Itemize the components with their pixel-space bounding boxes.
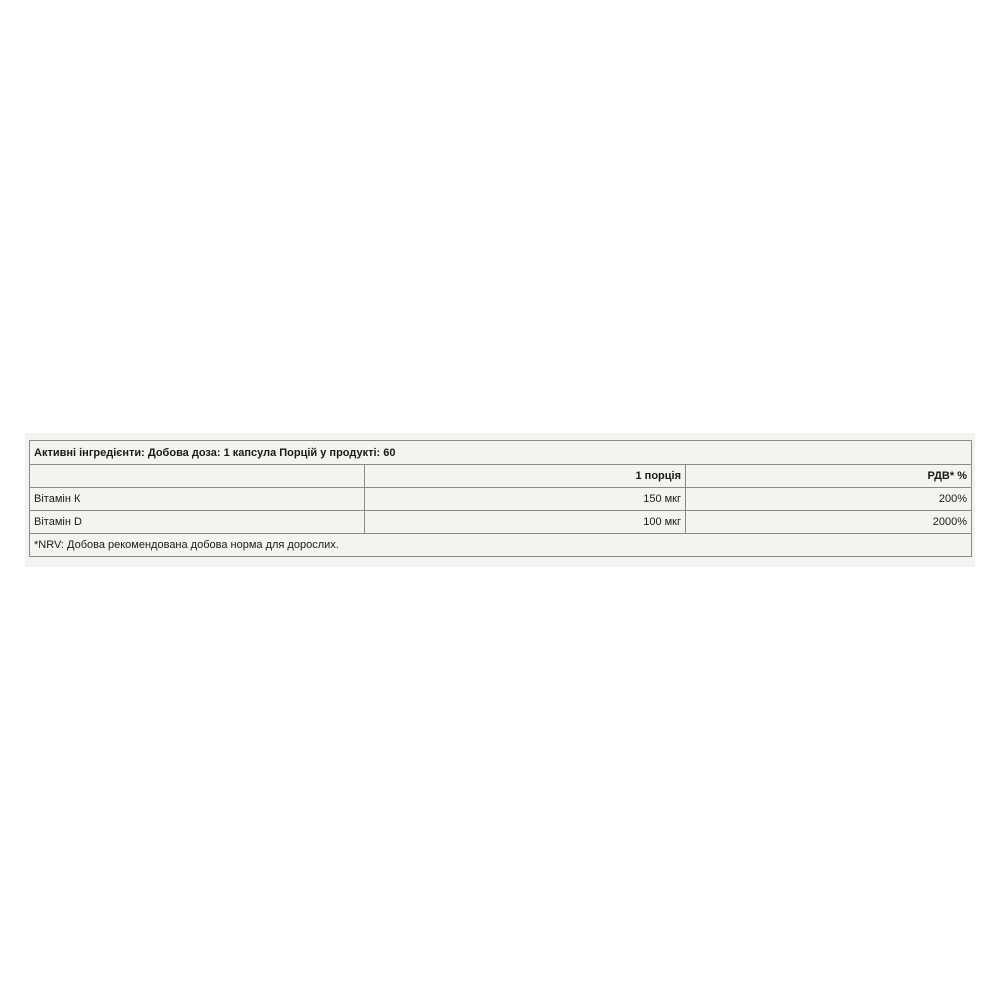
ingredient-amount: 100 мкг bbox=[365, 511, 686, 534]
footnote-row bbox=[30, 534, 972, 557]
ingredient-daily-value: 2000% bbox=[686, 511, 972, 534]
supplement-facts-panel bbox=[25, 433, 975, 567]
ingredient-name: Вітамін К bbox=[30, 488, 365, 511]
header-daily-value: РДВ* % bbox=[686, 465, 972, 488]
table-title-row bbox=[30, 441, 972, 465]
supplement-facts-table bbox=[29, 440, 972, 557]
header-ingredient bbox=[30, 465, 365, 488]
footnote: *NRV: Добова рекомендована добова норма для дорослих. bbox=[30, 534, 972, 557]
header-per-serving: 1 порція bbox=[365, 465, 686, 488]
table-row bbox=[30, 488, 972, 511]
ingredient-name: Вітамін D bbox=[30, 511, 365, 534]
table-header-row bbox=[30, 465, 972, 488]
ingredient-daily-value: 200% bbox=[686, 488, 972, 511]
ingredient-amount: 150 мкг bbox=[365, 488, 686, 511]
table-title: Активні інгредієнти: Добова доза: 1 капсула Порцій у продукті: 60 bbox=[30, 441, 972, 465]
table-row bbox=[30, 511, 972, 534]
